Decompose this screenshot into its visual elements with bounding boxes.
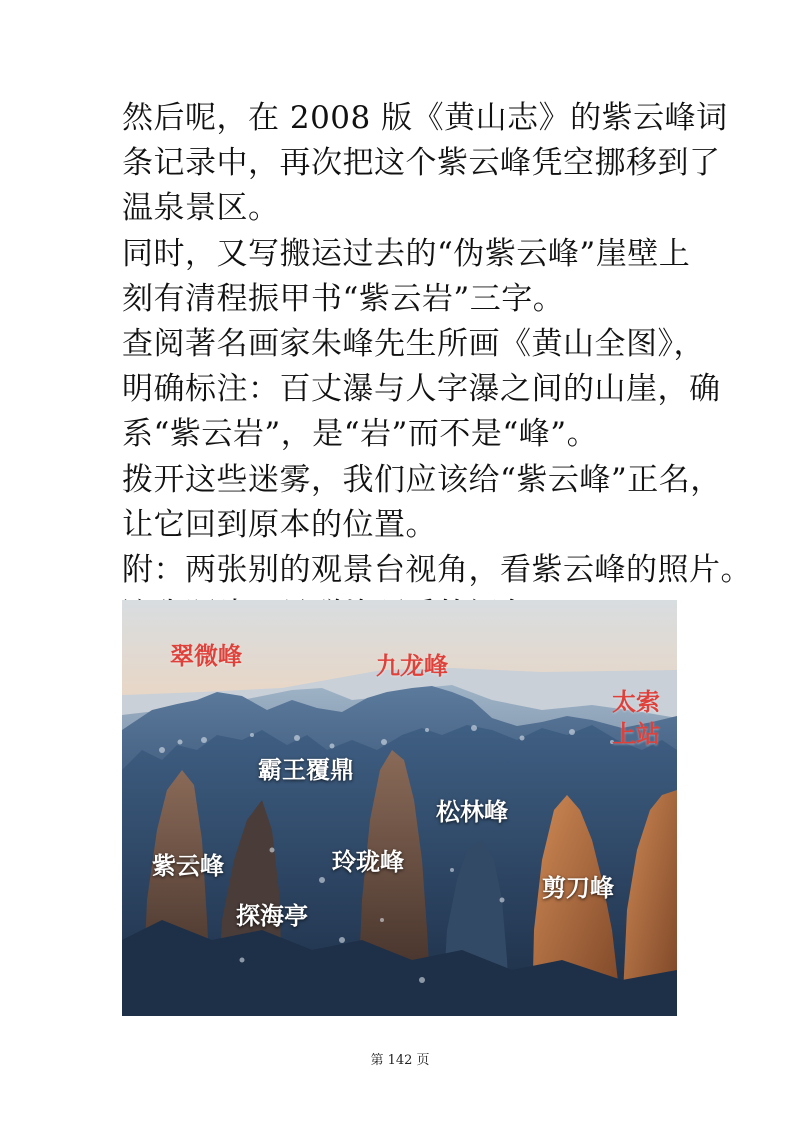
paragraph-line: 附：两张别的观景台视角，看紫云峰的照片。 (122, 551, 752, 588)
label-jiandao-peak: 剪刀峰 (542, 874, 614, 902)
paragraph-line: 查阅著名画家朱峰先生所画《黄山全图》， (122, 325, 705, 362)
label-taisuo-line1: 太索 (612, 688, 660, 716)
page-number: 第 142 页 (370, 1053, 430, 1068)
paragraph-line: 系“紫云岩”，是“岩”而不是“峰”。 (122, 416, 599, 453)
label-jiulong-peak: 九龙峰 (376, 652, 448, 680)
paragraph-line: 温泉景区。 (122, 190, 280, 227)
paragraph-line: 让它回到原本的位置。 (122, 506, 437, 543)
paragraph-line: 明确标注：百丈瀑与人字瀑之间的山崖，确 (122, 371, 721, 408)
label-ziyun-peak: 紫云峰 (152, 852, 224, 880)
label-bawang-fuding: 霸王覆鼎 (258, 756, 354, 784)
paragraph-line: 刻有清程振甲书“紫云岩”三字。 (122, 280, 565, 317)
paragraph-line: 同时，又写搬运过去的“伪紫云峰”崖壁上 (122, 235, 691, 272)
paragraph-line: 条记录中，再次把这个紫云峰凭空挪移到了 (122, 145, 721, 182)
mountain-photo (122, 600, 677, 1016)
label-songlin-peak: 松林峰 (436, 798, 508, 826)
label-taisuo-line2: 上站 (612, 720, 660, 748)
label-linglong-peak: 玲珑峰 (332, 848, 404, 876)
paragraph-line: 拨开这些迷雾，我们应该给“紫云峰”正名， (122, 461, 722, 498)
paragraph-line: 然后呢，在 2008 版《黄山志》的紫云峰词 (122, 100, 728, 136)
label-tanhai-pavilion: 探海亭 (236, 902, 308, 930)
article-body (122, 96, 752, 638)
label-cuiwei-peak: 翠微峰 (170, 642, 242, 670)
